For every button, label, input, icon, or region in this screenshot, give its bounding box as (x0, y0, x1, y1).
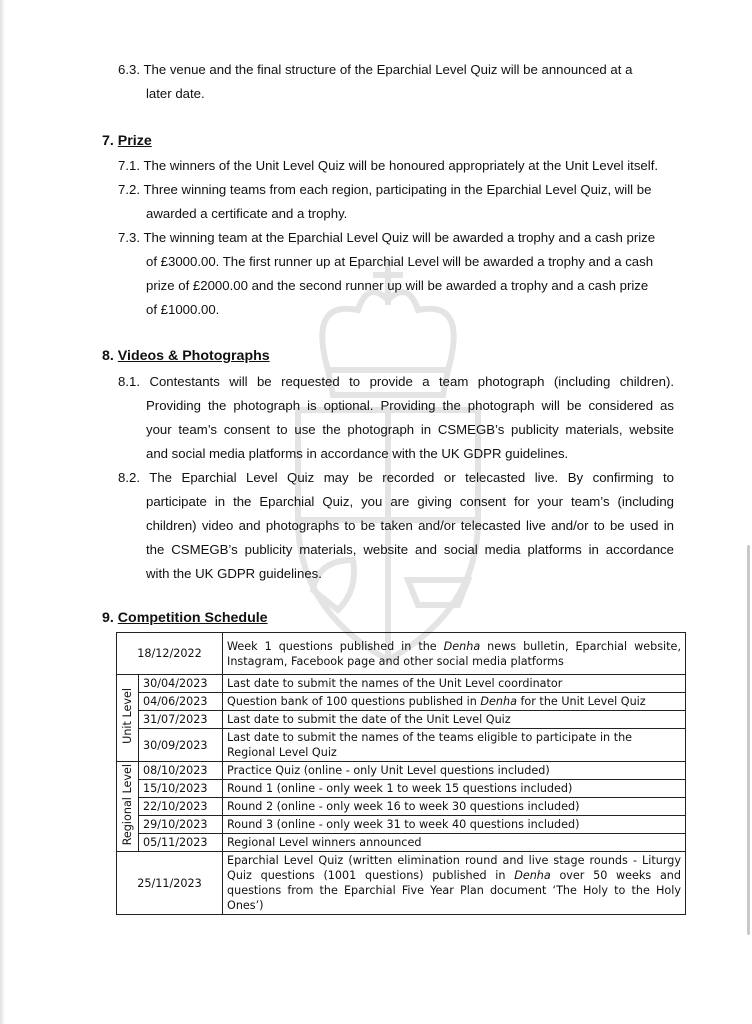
date-cell: 30/09/2023 (139, 729, 223, 762)
description-cell: Last date to submit the names of the Unit Level coordinator (223, 675, 686, 693)
description-cell: Last date to submit the date of the Unit Level Quiz (223, 711, 686, 729)
item-8-1-line-1: 8.1. Contestants will be requested to provide a team photograph (including children). (118, 374, 675, 389)
table-row (117, 780, 686, 798)
date-cell: 31/07/2023 (139, 711, 223, 729)
description-cell: Question bank of 100 questions published in Denha for the Unit Level Quiz (223, 693, 686, 711)
item-6-3-line-1: 6.3. The venue and the final structure of the Eparchial Level Quiz will be announced at a (118, 62, 633, 77)
item-8-2-line-5: with the UK GDPR guidelines. (146, 566, 322, 581)
description-cell: Practice Quiz (online - only Unit Level questions included) (223, 762, 686, 780)
item-8-1-line-3: your team’s consent to use the photograph in CSMEGB’s publicity materials, website (146, 422, 674, 437)
section-7-heading: 7. Prize (102, 133, 152, 149)
date-cell: 08/10/2023 (139, 762, 223, 780)
item-7-3-line-4: of £1000.00. (146, 302, 220, 317)
section-8-heading: 8. Videos & Photographs (102, 348, 270, 364)
page-edge (0, 0, 5, 1024)
description-cell: Regional Level winners announced (223, 834, 686, 852)
item-7-3-line-3: prize of £2000.00 and the second runner up will be awarded a trophy and a cash prize (146, 278, 649, 293)
table-row (117, 834, 686, 852)
item-8-2-line-3: children) video and photographs to be taken and/or telecasted live and/or to be used in (146, 518, 674, 533)
item-8-2-line-4: the CSMEGB’s publicity materials, website and social media platforms in accordance (146, 542, 674, 557)
item-8-1-line-2: Providing the photograph is optional. Providing the photograph will be considered as (146, 398, 674, 413)
item-7-3-line-2: of £3000.00. The first runner up at Eparchial Level will be awarded a trophy and a cash (146, 254, 654, 269)
item-7-1-line-1: 7.1. The winners of the Unit Level Quiz will be honoured appropriately at the Unit Level itself. (118, 158, 659, 173)
section-9-title: Competition Schedule (117, 610, 268, 626)
date-cell: 30/04/2023 (139, 675, 223, 693)
competition-schedule-table (116, 632, 686, 915)
date-cell: 05/11/2023 (139, 834, 223, 852)
item-8-2-line-1: 8.2. The Eparchial Level Quiz may be recorded or telecasted live. By confirming to (118, 470, 674, 485)
table-row (117, 852, 686, 915)
table-row (117, 729, 686, 762)
date-cell: 18/12/2022 (117, 633, 223, 675)
table-row (117, 633, 686, 675)
section-9-heading: 9. Competition Schedule (102, 610, 268, 626)
scrollbar[interactable] (747, 545, 750, 935)
description-cell: Last date to submit the names of the teams eligible to participate in the Regional Level Quiz (223, 729, 686, 762)
description-cell: Round 3 (online - only week 31 to week 40 questions included) (223, 816, 686, 834)
section-8-title: Videos & Photographs (117, 348, 270, 364)
item-8-1-line-4: and social media platforms in accordance with the UK GDPR guidelines. (146, 446, 569, 461)
table-row (117, 798, 686, 816)
item-6-3-line-2: later date. (146, 86, 205, 101)
section-7-title: Prize (117, 133, 152, 149)
date-cell: 22/10/2023 (139, 798, 223, 816)
table-row (117, 711, 686, 729)
table-row (117, 816, 686, 834)
date-cell: 25/11/2023 (117, 852, 223, 915)
date-cell: 29/10/2023 (139, 816, 223, 834)
table-row (117, 675, 686, 693)
date-cell: 15/10/2023 (139, 780, 223, 798)
description-cell: Eparchial Level Quiz (written elimination round and live stage rounds - Liturgy Quiz questions (1001 questions) published in Denha over 50 weeks and questions from the Eparchial Five Year Plan document ‘The Holy to the Holy Ones’) (223, 852, 686, 915)
table-row (117, 693, 686, 711)
regional-level-group-label: Regional Level (117, 762, 139, 852)
item-7-2-line-1: 7.2. Three winning teams from each region, participating in the Eparchial Level Quiz, will be (118, 182, 652, 197)
item-7-2-line-2: awarded a certificate and a trophy. (146, 206, 348, 221)
table-row (117, 762, 686, 780)
description-cell: Round 2 (online - only week 16 to week 30 questions included) (223, 798, 686, 816)
unit-level-group-label: Unit Level (117, 675, 139, 762)
item-7-3-line-1: 7.3. The winning team at the Eparchial Level Quiz will be awarded a trophy and a cash prize (118, 230, 656, 245)
description-cell: Week 1 questions published in the Denha news bulletin, Eparchial website, Instagram, Facebook page and other social media platforms (223, 633, 686, 675)
date-cell: 04/06/2023 (139, 693, 223, 711)
item-8-2-line-2: participate in the Eparchial Quiz, you are giving consent for your team’s (including (146, 494, 674, 509)
description-cell: Round 1 (online - only week 1 to week 15 questions included) (223, 780, 686, 798)
